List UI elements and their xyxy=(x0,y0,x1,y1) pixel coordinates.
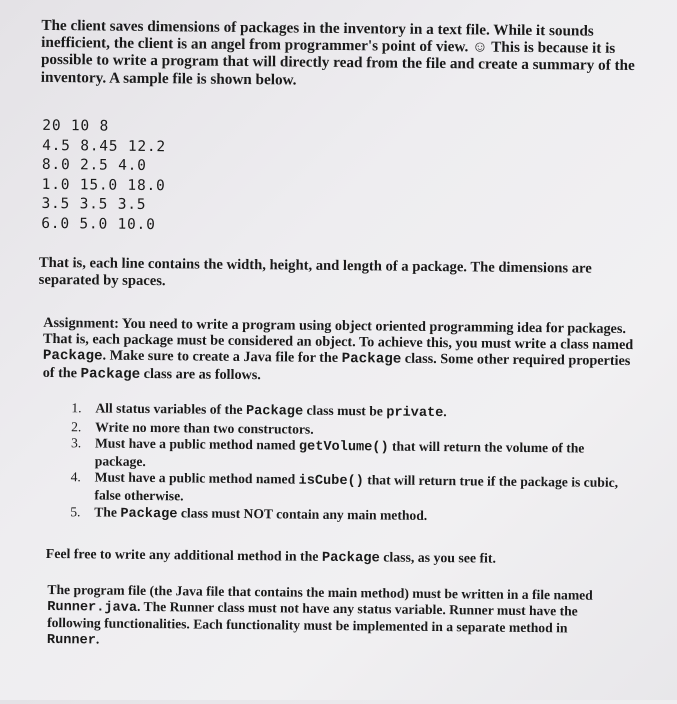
inline-code: Runner.java xyxy=(47,599,138,616)
runner-text: Runner must have the following functionalities. Each functionality must be implemented in a separate method in xyxy=(47,601,578,636)
feel-free-paragraph xyxy=(46,546,636,571)
assignment-text: . Make sure to create a Java file for the xyxy=(102,347,339,367)
inline-code: Package xyxy=(321,550,380,567)
requirement-text: class must be xyxy=(306,402,383,419)
inline-code: private xyxy=(386,405,444,422)
runner-text: . xyxy=(95,631,100,647)
sample-line: 6.0 5.0 10.0 xyxy=(41,215,156,234)
requirement-text: Write no more than two constructors. xyxy=(95,419,314,437)
requirements-list xyxy=(64,400,625,528)
sample-line: 8.0 2.5 4.0 xyxy=(41,157,147,175)
feel-free-text: Feel free to write any additional method in the xyxy=(45,545,319,564)
requirement-text: The xyxy=(94,504,118,520)
intro-paragraph xyxy=(41,17,652,92)
explanation-text: That is, each line contains the width, height, and length of a package. The dimensions are separated by spaces. xyxy=(38,254,592,289)
list-number: 4. xyxy=(70,469,81,485)
runner-text: . The Runner class must not have any status variable. xyxy=(136,598,446,617)
sample-line: 3.5 3.5 3.5 xyxy=(41,196,147,214)
intro-text-1: The client saves dimensions of packages in the inventory in a text file. While it sounds inefficient, the client is an angel from programmer's point of view. xyxy=(41,16,594,56)
sample-line: 4.5 8.45 12.2 xyxy=(42,137,167,155)
feel-free-text: class, as you see fit. xyxy=(383,549,497,566)
assignment-text: class. Some other required properties of the xyxy=(42,351,631,381)
inline-code: isCube() xyxy=(298,473,364,490)
class-name-code: Package xyxy=(341,351,402,369)
class-name-code: Package xyxy=(42,348,103,365)
sample-line: 1.0 15.0 18.0 xyxy=(41,176,166,194)
intro-text-2: This is because it is possible to write a program that will directly read from the file and create a summary of the inventory. A sample file is shown below. xyxy=(40,38,635,89)
inline-code: Package xyxy=(245,404,304,420)
assignment-text: You need to write a program using object oriented programming idea for packages. That is, each package must be considered an object. To achieve this, you must write a class named xyxy=(43,315,634,354)
list-number: 2. xyxy=(71,418,82,434)
requirement-text: that will return true if the package is cubic, false otherwise. xyxy=(94,472,619,504)
requirement-item xyxy=(65,435,625,474)
requirement-item xyxy=(64,470,624,509)
inline-code: Runner xyxy=(46,632,96,649)
sample-file-block xyxy=(41,117,166,236)
requirement-text: Must have a public method named xyxy=(94,435,296,453)
requirement-text: . xyxy=(443,404,447,420)
sample-line: 20 10 8 xyxy=(42,117,110,135)
assignment-paragraph xyxy=(43,315,636,388)
inline-code: Package xyxy=(120,506,178,522)
inline-code: getVolume() xyxy=(298,439,389,456)
requirement-text: All status variables of the xyxy=(95,400,243,417)
class-name-code: Package xyxy=(80,365,141,383)
requirement-text: class must NOT contain any main method. xyxy=(180,504,428,523)
requirement-text: that will return the volume of the package. xyxy=(94,438,585,469)
requirement-text: Must have a public method named xyxy=(94,469,296,487)
smiley-icon: ☺ xyxy=(472,38,488,56)
list-number: 5. xyxy=(70,503,81,519)
runner-text: The program file (the Java file that contains the main method) must be written in a file named xyxy=(47,581,593,603)
list-number: 3. xyxy=(70,435,82,451)
runner-paragraph xyxy=(47,582,618,654)
list-number: 1. xyxy=(71,400,82,416)
explanation-paragraph xyxy=(39,255,639,294)
assignment-text: class are as follows. xyxy=(143,365,261,383)
assignment-label: Assignment: xyxy=(43,314,120,332)
